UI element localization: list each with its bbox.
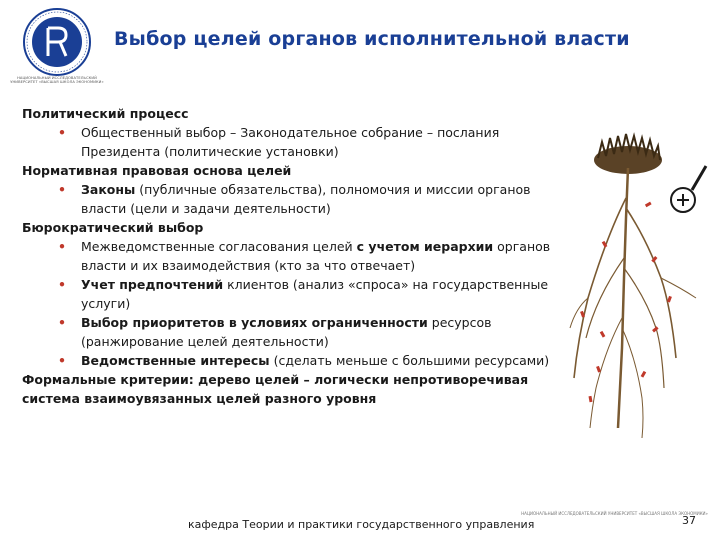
bullet-marker: • — [58, 315, 66, 330]
bullet-text-rest: (публичные обязательства), полномочия и миссии органов власти (цели и задачи деятельности) — [81, 182, 531, 216]
bullet-marker: • — [58, 125, 66, 140]
bullet-text-rest: (сделать меньше с большими ресурсами) — [269, 353, 550, 368]
bullet-text — [81, 313, 562, 351]
main-content — [22, 104, 562, 408]
bold-term: Законы — [81, 182, 136, 197]
footer-university: НАЦИОНАЛЬНЫЙ ИССЛЕДОВАТЕЛЬСКИЙ УНИВЕРСИТЕТ «ВЫСШАЯ ШКОЛА ЭКОНОМИКИ» — [521, 511, 708, 516]
bullet-marker: • — [58, 277, 66, 292]
bullet-text — [81, 351, 562, 370]
list-item — [22, 275, 562, 313]
heading-formal-criteria: Формальные критерии: дерево целей – логически непротиворечивая система взаимоувязанных целей разного уровня — [22, 372, 529, 406]
bold-term: Ведомственные интересы — [81, 353, 270, 368]
heading-political-process: Политический процесс — [22, 106, 189, 121]
bold-term: с учетом иерархии — [356, 239, 494, 254]
logo-caption: НАЦИОНАЛЬНЫЙ ИССЛЕДОВАТЕЛЬСКИЙ УНИВЕРСИТЕТ «ВЫСШАЯ ШКОЛА ЭКОНОМИКИ» — [10, 76, 104, 85]
bullet-text — [81, 180, 562, 218]
bullet-marker: • — [58, 239, 66, 254]
heading-legal-basis: Нормативная правовая основа целей — [22, 163, 292, 178]
list-item — [22, 123, 562, 161]
list-item — [22, 313, 562, 351]
heading-bureaucratic-choice: Бюрократический выбор — [22, 220, 204, 235]
bullet-text-rest: ресурсов (ранжирование целей деятельности) — [81, 315, 492, 349]
root-system-illustration — [566, 128, 716, 448]
page-number: 37 — [682, 514, 696, 527]
bullet-text — [81, 237, 562, 275]
bold-term: Выбор приоритетов в условиях ограниченности — [81, 315, 428, 330]
footer-department: кафедра Теории и практики государственного управления — [188, 518, 535, 531]
bullet-marker: • — [58, 182, 66, 197]
bullet-text — [81, 275, 562, 313]
bullet-marker: • — [58, 353, 66, 368]
list-item — [22, 237, 562, 275]
bullet-text: Общественный выбор – Законодательное собрание – послания Президента (политические установки) — [81, 125, 500, 159]
list-item — [22, 351, 562, 370]
list-item — [22, 180, 562, 218]
bullet-text-rest: органов власти и их взаимодействия (кто за что отвечает) — [81, 239, 551, 273]
page-title: Выбор целей органов исполнительной власти — [114, 28, 630, 50]
bold-term: Учет предпочтений — [81, 277, 224, 292]
bullet-text-pre: Межведомственные согласования целей — [81, 239, 357, 254]
bullet-text-rest: клиентов (анализ «спроса» на государственные услуги) — [81, 277, 549, 311]
